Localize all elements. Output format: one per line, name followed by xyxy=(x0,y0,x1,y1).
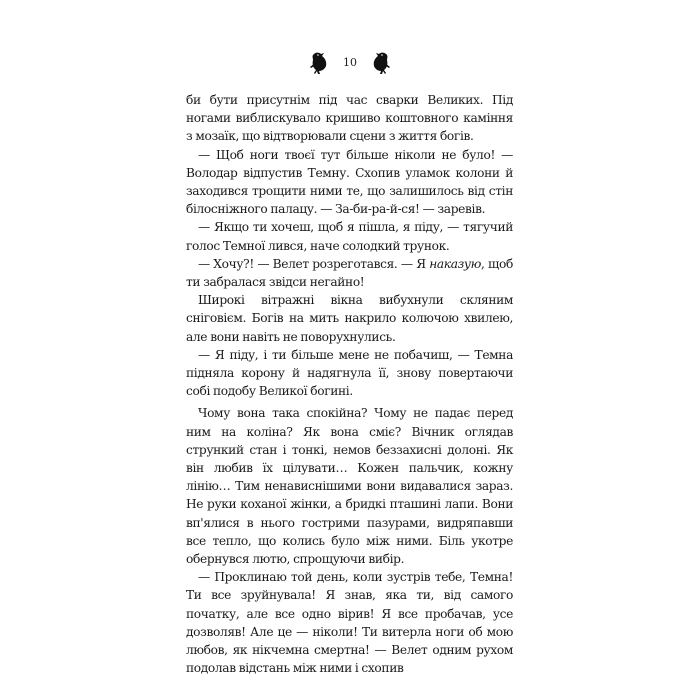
paragraph: Широкі вітражні вікна вибухнули скляним сніговієм. Богів на мить накрило колючою хвилею, але вони навіть не поворухнулись. xyxy=(186,293,513,344)
paragraph: би бути присутнім під час сварки Великих. Під ногами виблискувало кришиво коштовного каміння з мозаїк, що відтворювали сцени з життя богів. xyxy=(186,93,513,144)
page-header xyxy=(0,47,700,77)
body-text xyxy=(186,91,513,678)
paragraph-text: — Хочу?! — Велет розреготався. — Я xyxy=(198,256,430,271)
paragraph xyxy=(186,255,513,291)
raven-icon xyxy=(367,49,391,75)
raven-icon xyxy=(309,49,333,75)
paragraph: — Я піду, і ти більше мене не побачиш, — Темна підняла корону й надягнула її, знову повертаючи собі подобу Великої богині. xyxy=(186,347,513,399)
paragraph: — Щоб ноги твоєї тут більше ніколи не було! — Володар відпустив Темну. Схопив уламок колони й заходився трощити ними те, що залишилось від стін білосніжного палацу. — За-би-ра-й-ся! — заревів. xyxy=(186,147,513,217)
page-number: 10 xyxy=(343,55,357,69)
paragraph-text: , щоб ти забралася звідси негайно! xyxy=(186,256,513,290)
paragraph: Чому вона така спокійна? Чому не падає перед ним на коліна? Як вона сміє? Вічник оглядав стрункий стан і тонкі, немов беззахисні долоні. Як він любив їх цілувати… Кожен пальчик, кожну лінію… Тим ненависнішими вони видавалися зараз. Не руки коханої жінки, а бридкі пташині лапи. Вони вп'ялися в нього гострими пазурами, видряпавши все тепло, що колись було між ними. Біль укотре обернувся лютю, спрощуючи вибір. xyxy=(186,406,513,567)
paragraph: — Проклинаю той день, коли зустрів тебе, Темна! Ти все зруйнувала! Я знав, яка ти, від самого початку, але все одно вірив! Я все пробачав, усе дозволяв! Але це — ніколи! Ти витерла ноги об мою любов, як нікчемна смертна! — Велет одним рухом подолав відстань між ними і схопив xyxy=(186,570,513,676)
paragraph: — Якщо ти хочеш, щоб я пішла, я піду, — тягучий голос Темної лився, наче солодкий трунок. xyxy=(186,220,513,253)
emphasis-text: наказую xyxy=(429,256,482,271)
